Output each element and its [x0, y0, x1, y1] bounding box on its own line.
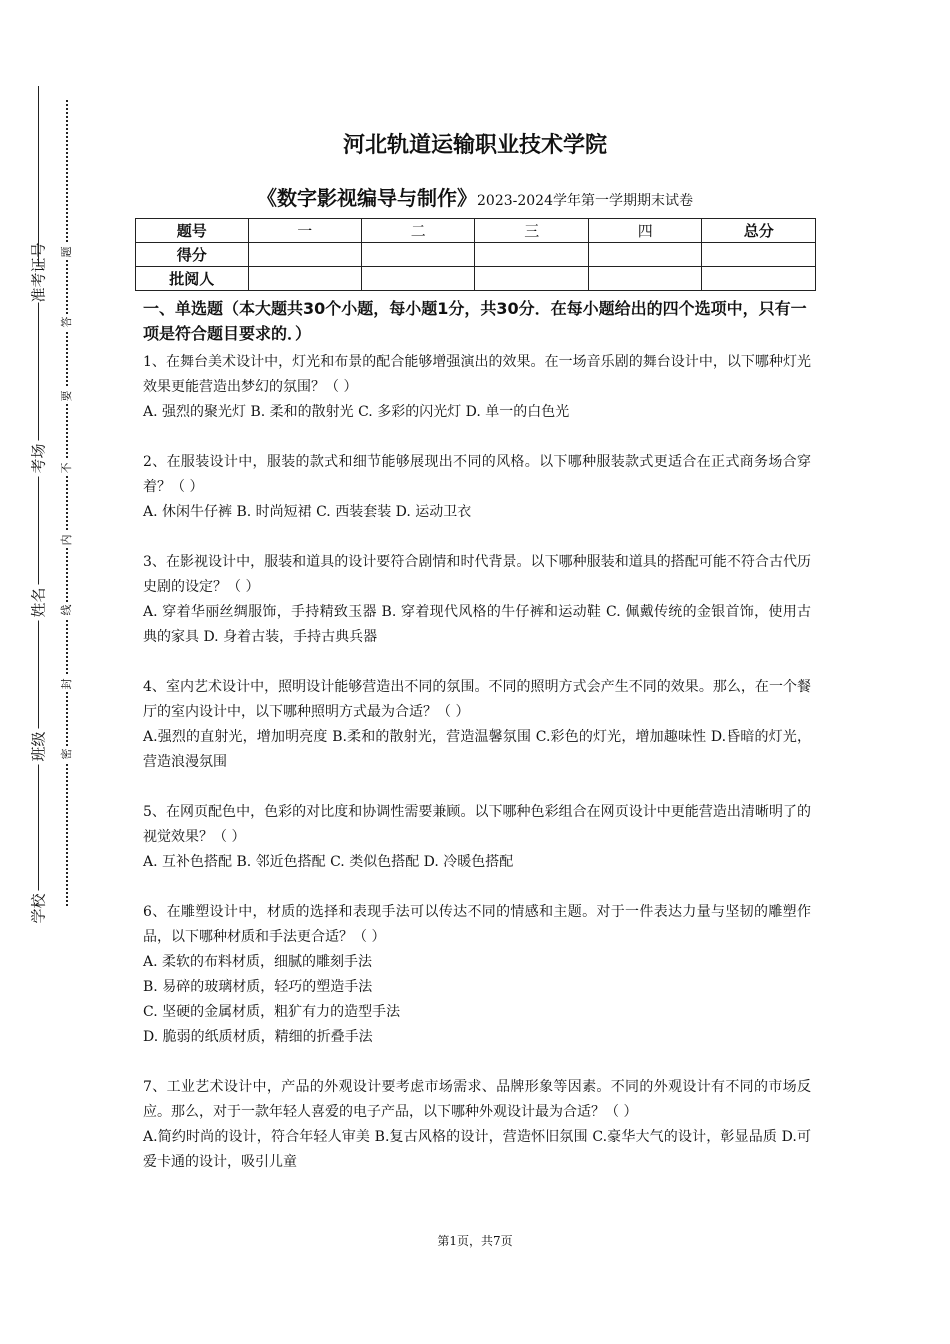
question-stem: 5、在网页配色中，色彩的对比度和协调性需要兼顾。以下哪种色彩组合在网页设计中更能营造出清晰明了的视觉效果？（ ）	[143, 804, 811, 845]
score-row-header: 批阅人	[136, 267, 249, 291]
score-col-header: 一	[248, 219, 361, 243]
score-table-row	[136, 243, 816, 267]
question-option: A. 柔软的布料材质，细腻的雕刻手法	[143, 954, 373, 970]
question	[143, 800, 811, 875]
score-cell	[588, 267, 701, 291]
term-label: 2023-2024学年第一学期期末试卷	[477, 193, 693, 209]
score-cell	[361, 267, 474, 291]
page-footer: 第1页，共7页	[437, 1234, 513, 1248]
score-table-header-row	[136, 219, 816, 243]
score-cell	[475, 243, 588, 267]
seal-char: 密	[58, 746, 74, 762]
score-col-header: 四	[588, 219, 701, 243]
score-col-header: 总分	[702, 219, 816, 243]
school-title: 河北轨道运输职业技术学院	[342, 133, 607, 158]
question-stem: 4、室内艺术设计中，照明设计能够营造出不同的氛围。不同的照明方式会产生不同的效果。那么，在一个餐厅的室内设计中，以下哪种照明方式最为合适？（ ）	[143, 679, 811, 720]
seal-char: 内	[58, 532, 74, 548]
question-stem: 7、工业艺术设计中，产品的外观设计要考虑市场需求、品牌形象等因素。不同的外观设计有不同的市场反应。那么，对于一款年轻人喜爱的电子产品，以下哪种外观设计最为合适？（ ）	[143, 1079, 811, 1120]
question	[143, 675, 811, 775]
score-cell	[475, 267, 588, 291]
question	[143, 550, 811, 650]
score-table-row	[136, 267, 816, 291]
question-options: A. 互补色搭配 B. 邻近色搭配 C. 类似色搭配 D. 冷暖色搭配	[143, 854, 514, 870]
binding-dotted-line	[66, 100, 68, 906]
score-cell	[361, 243, 474, 267]
question-stem: 6、在雕塑设计中，材质的选择和表现手法可以传达不同的情感和主题。对于一件表达力量与坚韧的雕塑作品，以下哪种材质和手法更合适？（ ）	[143, 904, 811, 945]
question	[143, 1075, 811, 1175]
seal-char: 答	[58, 314, 74, 330]
question-option: D. 脆弱的纸质材质，精细的折叠手法	[143, 1029, 373, 1045]
binding-label-exam-room: 考场	[28, 441, 49, 477]
seal-char: 不	[58, 460, 74, 476]
binding-label-exam-id: 准考证号	[29, 242, 48, 303]
question-options: A.强烈的直射光，增加明亮度 B.柔和的散射光，营造温馨氛围 C.彩色的灯光，增加趣味性 D.昏暗的灯光，营造浪漫氛围	[143, 729, 811, 770]
score-col-header: 三	[475, 219, 588, 243]
binding-label-school: 学校	[28, 891, 49, 927]
question	[143, 450, 811, 525]
course-title: 《数字影视编导与制作》	[257, 186, 477, 210]
question	[143, 900, 811, 1050]
question-options: A. 休闲牛仔裤 B. 时尚短裙 C. 西装套装 D. 运动卫衣	[143, 504, 472, 520]
question-option: C. 坚硬的金属材质，粗犷有力的造型手法	[143, 1004, 401, 1020]
seal-char: 线	[58, 602, 74, 618]
question-options: A. 强烈的聚光灯 B. 柔和的散射光 C. 多彩的闪光灯 D. 单一的白色光	[143, 404, 570, 420]
score-cell	[248, 267, 361, 291]
binding-label-name: 姓名	[28, 585, 49, 621]
question-stem: 2、在服装设计中，服装的款式和细节能够展现出不同的风格。以下哪种服装款式更适合在正式商务场合穿着？（ ）	[143, 454, 811, 495]
score-col-header: 题号	[136, 219, 249, 243]
score-cell	[588, 243, 701, 267]
score-table	[135, 218, 816, 291]
seal-char: 题	[58, 244, 74, 260]
exam-subtitle	[0, 182, 950, 211]
question-options: A. 穿着华丽丝绸服饰，手持精致玉器 B. 穿着现代风格的牛仔裤和运动鞋 C. 佩戴传统的金银首饰，使用古典的家具 D. 身着古装，手持古典兵器	[143, 604, 811, 645]
seal-char: 要	[58, 388, 74, 404]
score-cell	[248, 243, 361, 267]
question	[143, 350, 811, 425]
exam-content	[143, 296, 811, 1200]
question-option: B. 易碎的玻璃材质，轻巧的塑造手法	[143, 979, 373, 995]
question-stem: 3、在影视设计中，服装和道具的设计要符合剧情和时代背景。以下哪种服装和道具的搭配可能不符合古代历史剧的设定？（ ）	[143, 554, 811, 595]
score-cell	[702, 243, 816, 267]
score-row-header: 得分	[136, 243, 249, 267]
score-cell	[702, 267, 816, 291]
score-col-header: 二	[361, 219, 474, 243]
question-stem: 1、在舞台美术设计中，灯光和布景的配合能够增强演出的效果。在一场音乐剧的舞台设计中，以下哪种灯光效果更能营造出梦幻的氛围？（ ）	[143, 354, 811, 395]
seal-char: 封	[58, 676, 74, 692]
section-title: 一、单选题（本大题共30个小题，每小题1分，共30分．在每小题给出的四个选项中，只有一项是符合题目要求的．）	[143, 299, 807, 343]
binding-label-class: 班级	[28, 729, 49, 765]
question-options: A.简约时尚的设计，符合年轻人审美 B.复古风格的设计，营造怀旧氛围 C.豪华大气的设计，彰显品质 D.可爱卡通的设计，吸引儿童	[143, 1129, 811, 1170]
